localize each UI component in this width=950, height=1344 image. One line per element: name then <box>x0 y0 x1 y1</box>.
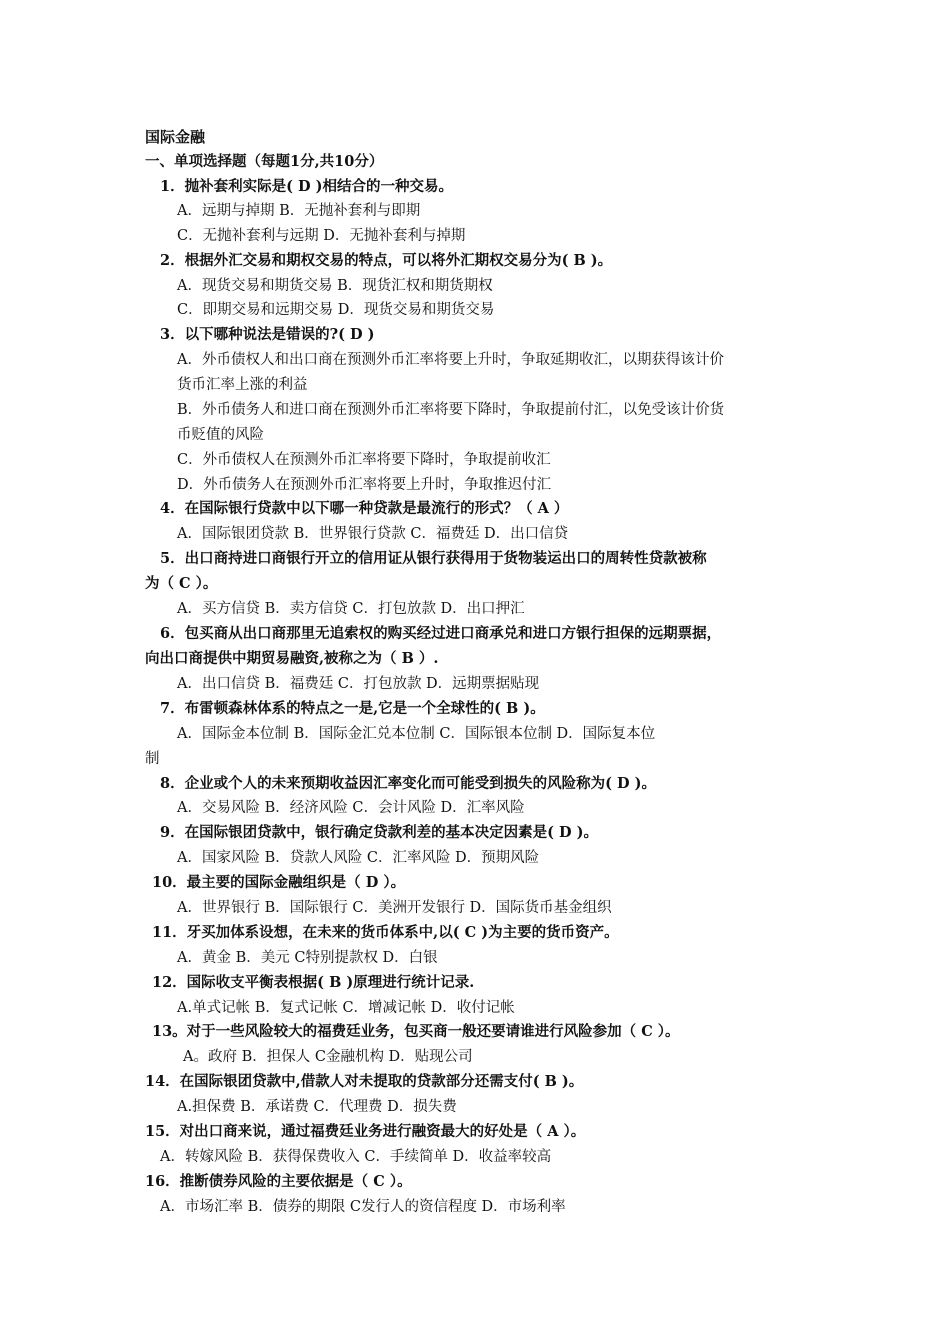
question-1: 1．抛补套利实际是( D )相结合的一种交易。 <box>160 178 453 195</box>
options-line: D．外币债务人在预测外币汇率将要上升时，争取推迟付汇 <box>177 477 552 493</box>
options-line: A．外币债权人和出口商在预测外币汇率将要上升时，争取延期收汇，以期获得该计价 <box>177 352 724 368</box>
options-line: A．国际银团贷款 B．世界银行贷款 C．福费廷 D．出口信贷 <box>177 526 569 542</box>
options-line: A．现货交易和期货交易 B．现货汇权和期货期权 <box>177 278 493 294</box>
question-5: 5．出口商持进口商银行开立的信用证从银行获得用于货物装运出口的周转性贷款被称 <box>160 550 707 567</box>
question-4: 4．在国际银行贷款中以下哪一种贷款是最流行的形式？（ A ） <box>160 500 569 517</box>
question-15: 15．对出口商来说，通过福费廷业务进行融资最大的好处是（ A ）。 <box>145 1123 586 1140</box>
options-line: C．即期交易和远期交易 D．现货交易和期货交易 <box>177 302 495 318</box>
options-line: A．市场汇率 B．债券的期限 C发行人的资信程度 D．市场利率 <box>160 1199 566 1215</box>
question-10: 10．最主要的国际金融组织是（ D ）。 <box>152 874 406 891</box>
options-line: A.单式记帐 B．复式记帐 C．增减记帐 D．收付记帐 <box>177 1000 515 1016</box>
question-7: 7．布雷顿森林体系的特点之一是,它是一个全球性的( B )。 <box>160 700 545 717</box>
question-13: 13。对于一些风险较大的福费廷业务，包买商一般还要请谁进行风险参加（ C ）。 <box>152 1023 680 1040</box>
options-line: 货币汇率上涨的利益 <box>177 377 308 393</box>
question-12: 12．国际收支平衡表根据( B )原理进行统计记录. <box>152 974 475 991</box>
question-2: 2．根据外汇交易和期权交易的特点，可以将外汇期权交易分为( B )。 <box>160 252 613 269</box>
options-line: A．交易风险 B．经济风险 C．会计风险 D．汇率风险 <box>177 800 525 816</box>
question-11: 11．牙买加体系设想，在未来的货币体系中,以( C )为主要的货币资产。 <box>152 924 619 941</box>
question-8: 8．企业或个人的未来预期收益因汇率变化而可能受到损失的风险称为( D )。 <box>160 775 656 792</box>
question-14: 14．在国际银团贷款中,借款人对未提取的贷款部分还需支付( B )。 <box>145 1073 584 1090</box>
options-line: 币贬值的风险 <box>177 427 264 443</box>
question-6: 6．包买商从出口商那里无追索权的购买经过进口商承兑和进口方银行担保的远期票据， <box>160 625 722 642</box>
question-5-cont: 为（ C ）。 <box>145 575 218 592</box>
options-line: A。政府 B．担保人 C金融机构 D．贴现公司 <box>183 1049 473 1065</box>
question-6-cont: 向出口商提供中期贸易融资,被称之为（ B ）. <box>145 650 439 667</box>
section-heading: 一、单项选择题（每题1分,共10分） <box>145 153 384 170</box>
options-line: A．出口信贷 B．福费廷 C．打包放款 D．远期票据贴现 <box>177 676 540 692</box>
document-title: 国际金融 <box>145 128 206 146</box>
question-9: 9．在国际银团贷款中，银行确定贷款利差的基本决定因素是( D )。 <box>160 824 598 841</box>
question-16: 16．推断债券风险的主要依据是（ C ）。 <box>145 1173 412 1190</box>
options-line: A．黄金 B．美元 C特别提款权 D．白银 <box>177 950 438 966</box>
options-line-cont: 制 <box>145 751 160 767</box>
options-line: C．无抛补套利与远期 D．无抛补套利与掉期 <box>177 228 466 244</box>
options-line: A．买方信贷 B．卖方信贷 C．打包放款 D．出口押汇 <box>177 601 525 617</box>
options-line: C．外币债权人在预测外币汇率将要下降时，争取提前收汇 <box>177 452 551 468</box>
options-line: A．国家风险 B．贷款人风险 C．汇率风险 D．预期风险 <box>177 850 540 866</box>
options-line: A．国际金本位制 B．国际金汇兑本位制 C．国际银本位制 D．国际复本位 <box>177 726 656 742</box>
options-line: A．世界银行 B．国际银行 C．美洲开发银行 D．国际货币基金组织 <box>177 900 612 916</box>
options-line: B．外币债务人和进口商在预测外币汇率将要下降时，争取提前付汇，以免受该计价货 <box>177 402 725 418</box>
question-3: 3．以下哪种说法是错误的?( D ) <box>160 326 375 343</box>
options-line: A．远期与掉期 B．无抛补套利与即期 <box>177 203 421 219</box>
options-line: A．转嫁风险 B．获得保费收入 C．手续简单 D．收益率较高 <box>160 1149 552 1165</box>
options-line: A.担保费 B．承诺费 C．代理费 D．损失费 <box>177 1099 457 1115</box>
